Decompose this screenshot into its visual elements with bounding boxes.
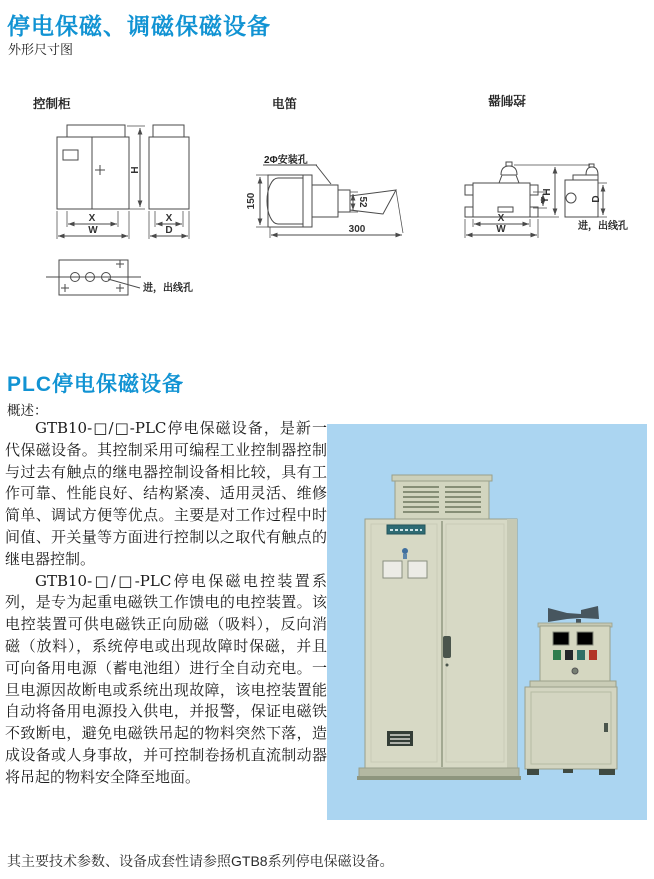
horn-title: 电笛 [272,97,298,111]
cabinet-dim-x-front: X [88,213,96,224]
controller-title: 控制器 [488,93,526,107]
body-text-column [5,418,327,789]
meter [383,561,402,578]
horn-dim-150: 150 [246,192,257,210]
cabinet-dim-w: W [88,225,98,236]
meter [577,632,593,645]
controller-dim-d: D [591,195,602,203]
dimension-diagram [0,88,654,338]
photo-tall-cabinet [357,475,521,780]
outline-drawing-label: 外形尺寸图 [8,42,74,57]
controller-dim-x: X [497,213,505,224]
paragraph-1: GTB10-□/□-PLC停电保磁设备，是新一代保磁设备。其控制采用可编程工业控制器控制与过去有触点的继电器控制设备相比较，具有工作可靠、性能良好、结构紧凑、适用灵活、维修简单、调试方便等优点。主要是对工作过程中时间值、开关量等方面进行控制以之取代有触点的继电器控制。 [5,419,327,568]
cabinet-wire-holes-label: 进，出线孔 [143,283,193,294]
cabinet-dim-d: D [165,225,173,236]
page-title: 停电保磁、调磁保磁设备 [7,13,271,39]
footer-note: 其主要技术参数、设备成套性请参照GTB8系列停电保磁设备。 [7,853,394,869]
meter [553,632,569,645]
controller-wire-holes-label: 进，出线孔 [578,221,628,232]
horn-mount-holes-label: 2Φ安装孔 [264,155,308,166]
horn-dim-52: 52 [357,196,368,208]
meter [408,561,427,578]
door-handle [443,636,451,658]
overview-label: 概述： [7,403,48,418]
controller-dim-y: Y [540,196,551,204]
door-handle [604,723,608,732]
cabinet-dim-x-side: X [165,213,173,224]
section-title: PLC停电保磁设备 [7,373,184,396]
controller-drawing [465,93,628,238]
controller-dim-h: H [542,188,553,196]
cabinet-title: 控制柜 [33,97,71,111]
control-cabinet-drawing [32,96,193,295]
controller-dim-w: W [496,224,506,235]
equipment-photo [327,424,647,820]
paragraph-2: GTB10-□/□-PLC停电保磁电控装置系列，是专为起重电磁铁工作馈电的电控装置。该电控装置可供电磁铁正向励磁（吸料），反向消磁（放料），系统停电或出现故障时保磁，并且可向备用电源（蓄电池组）进行全自动充电。一旦电源因故断电或系统出现故障，该电控装置能自动将备用电源投入供电，并报警，保证电磁铁不致断电，避免电磁铁吊起的物料突然下落，造成设备或人身事故，并可控制卷扬机直流制动器将吊起的物料安全降至地面。 [5,571,327,786]
cabinet-dim-h: H [130,166,141,174]
horn-dim-300: 300 [348,224,366,235]
electric-horn-drawing [246,96,403,238]
